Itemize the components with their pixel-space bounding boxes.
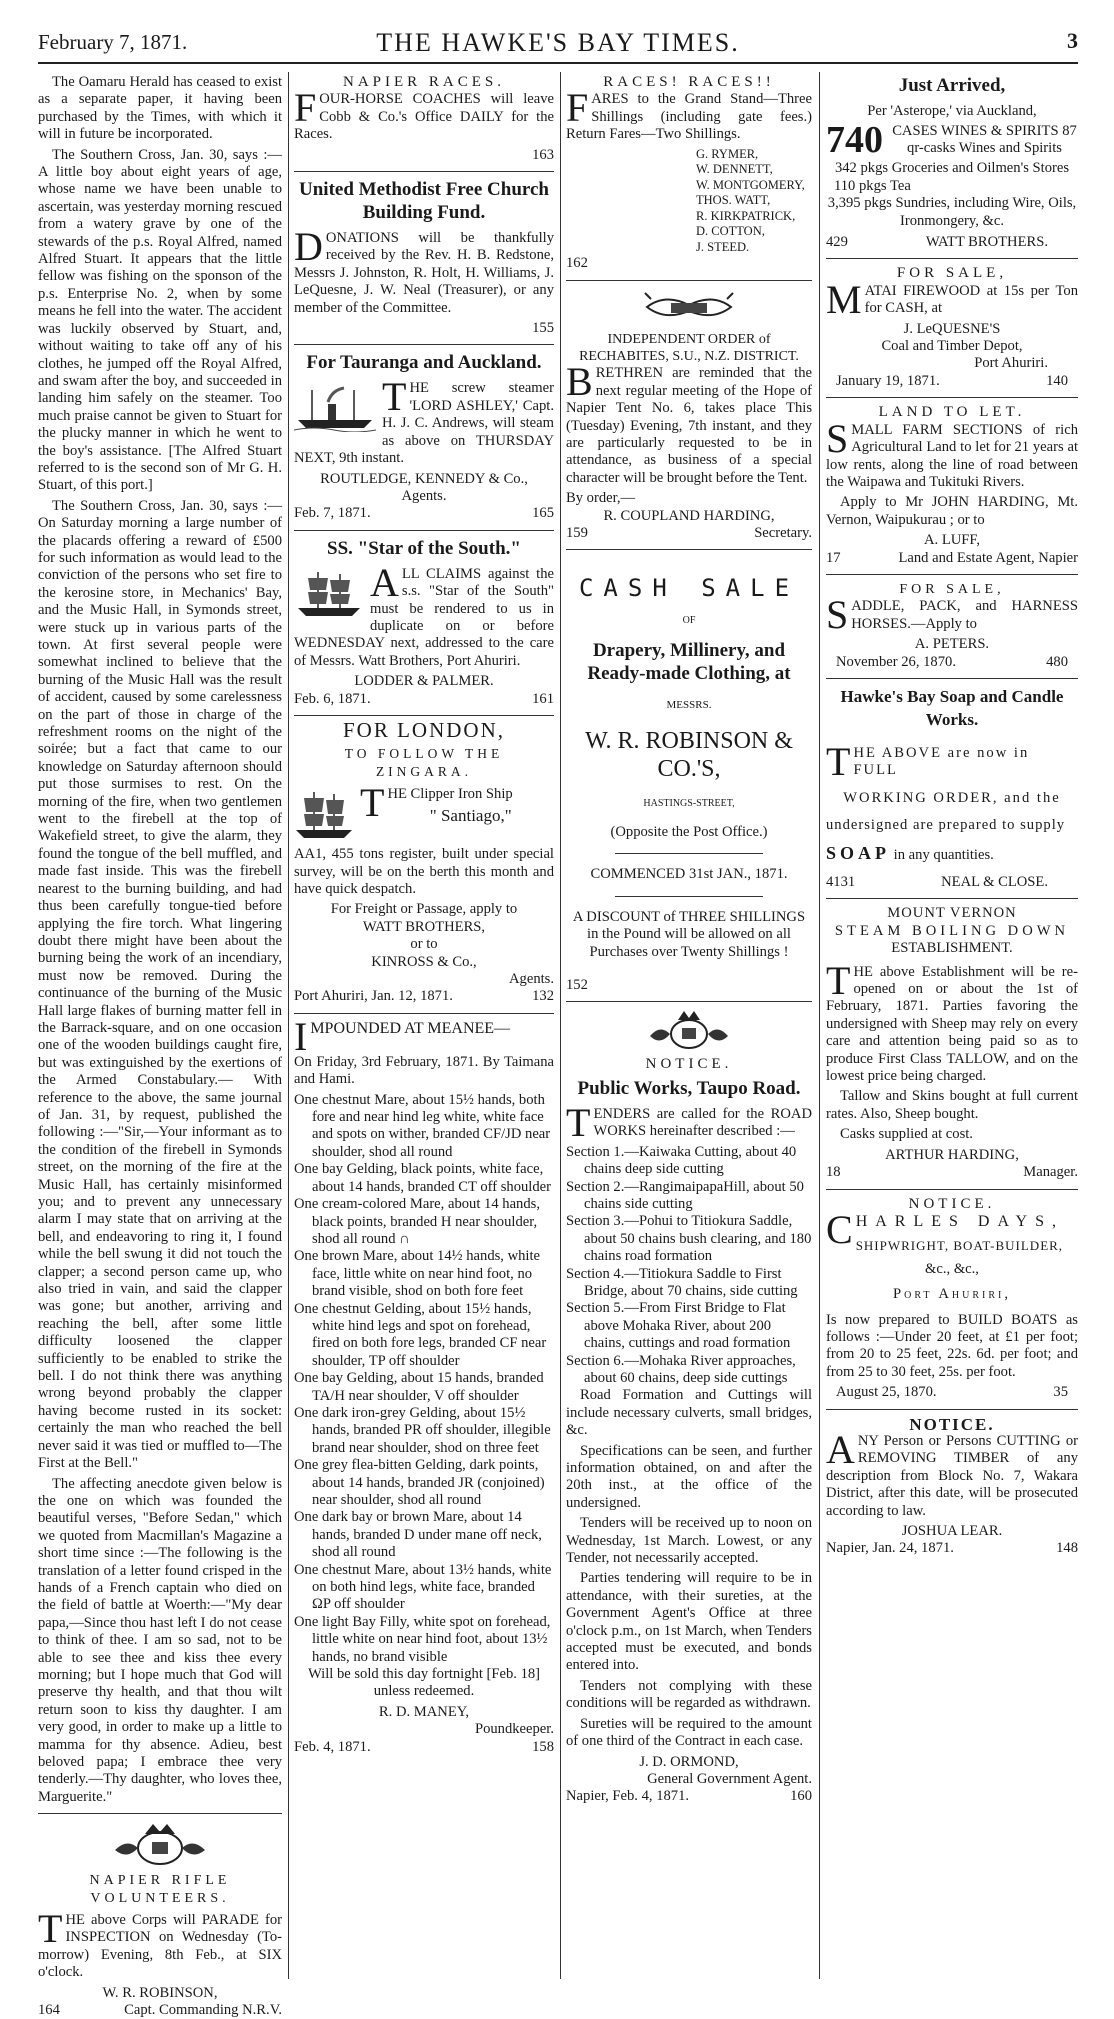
- drop-cap: T: [826, 738, 851, 784]
- soap-works-heading: Hawke's Bay Soap and Candle Works.: [840, 686, 1064, 729]
- divider: [826, 258, 1078, 259]
- cases-text: CASES WINES & SPIRITS 87 qr-casks Wines and Spirits: [892, 123, 1077, 157]
- land-text: MALL FARM SECTIONS of rich Agricultural Land to let for 21 years at low rents, along the line of road between the Waipawa and Tukituki Rivers.: [826, 421, 1078, 490]
- newspaper-title: THE HAWKE'S BAY TIMES.: [376, 28, 740, 57]
- ad-number: 165: [532, 505, 554, 522]
- london-subheading: TO FOLLOW THE ZINGARA.: [344, 746, 504, 779]
- column-rule: [288, 72, 289, 1979]
- issue-date: February 7, 1871.: [38, 30, 188, 54]
- or-text: or to: [410, 936, 438, 953]
- agent-role: General Government Agent.: [647, 1770, 812, 1787]
- column-rule: [819, 72, 820, 1979]
- road-section-item: Section 3.—Pohui to Titiokura Saddle, about 50 chains bush clearing, and 180 chains road formation: [566, 1213, 812, 1265]
- firewood-text: ATAI FIREWOOD at 15s per Ton for CASH, at: [864, 282, 1078, 317]
- tauranga-heading: For Tauranga and Auckland.: [306, 352, 542, 374]
- fares-text: ARES to the Grand Stand—Three Shillings (including gate fees.) Return Fares—Two Shillings.: [566, 91, 812, 143]
- road-sections-list: [566, 1144, 812, 1388]
- notice-heading: NOTICE.: [909, 1414, 995, 1434]
- committee-name: G. RYMER,: [696, 146, 759, 161]
- land-apply: Apply to Mr JOHN HARDING, Mt. Vernon, Waipukurau ; or to: [826, 494, 1078, 528]
- drop-cap: B: [566, 359, 593, 405]
- tender-para: Specifications can be seen, and further information obtained, on and after the 20th inst., at the office of the undersigned.: [566, 1442, 812, 1511]
- of-label: OF: [682, 614, 696, 626]
- street-name: HASTINGS-STREET,: [643, 797, 735, 809]
- rifle-signature: W. R. ROBINSON,: [102, 1984, 218, 2001]
- public-works-heading: Public Works, Taupo Road.: [577, 1077, 801, 1099]
- trade-line: SHIPWRIGHT, BOAT-BUILDER,: [855, 1238, 1064, 1254]
- divider: [826, 1409, 1078, 1410]
- boiling-down-heading: STEAM BOILING DOWN: [834, 922, 1070, 939]
- drop-cap: S: [826, 415, 849, 461]
- clasped-hands-icon: [641, 287, 737, 327]
- masthead: [38, 22, 1078, 64]
- divider: [826, 678, 1078, 679]
- mount-vernon-heading: MOUNT VERNON: [887, 905, 1017, 922]
- impounded-horse-item: One chestnut Mare, about 15½ hands, both fore and near hind leg white, white face and spots on wither, branded CF/JD near shoulder, shod all round: [294, 1091, 551, 1160]
- ad-date: November 26, 1870.: [836, 653, 956, 670]
- soap-line: HE ABOVE are now in FULL: [853, 744, 1030, 779]
- star-claims-text: LL CLAIMS against the s.s. "Star of the South" must be rendered to us in duplicate on or before WEDNESDAY next, addressed to the care of Messrs. Watt Brothers, Port Ahuriri.: [294, 565, 554, 669]
- drop-cap: S: [826, 592, 849, 638]
- goods-line: 110 pkgs Tea: [834, 177, 911, 194]
- divider: [826, 898, 1078, 899]
- race-committee-list: [566, 147, 812, 256]
- divider: [826, 1189, 1078, 1190]
- ad-number: 132: [532, 988, 554, 1005]
- ad-number: 17: [826, 549, 841, 566]
- agents-label: Agents.: [401, 487, 447, 504]
- column-rule: [560, 72, 561, 1979]
- impounded-intro: On Friday, 3rd February, 1871. By Taimana and Hami.: [294, 1053, 554, 1088]
- secretary-role: Secretary.: [754, 525, 812, 541]
- soap-line: in any quantities.: [893, 846, 994, 863]
- ad-date: January 19, 1871.: [836, 372, 940, 389]
- commenced-date: COMMENCED 31st JAN., 1871.: [590, 866, 788, 883]
- impounded-horse-item: One dark bay or brown Mare, about 14 hands, branded D under mane off neck, shod all round: [294, 1509, 542, 1561]
- drop-cap: T: [38, 1906, 63, 1952]
- royal-crest-icon: [644, 1008, 734, 1052]
- boats-text: Is now prepared to BUILD BOATS as follows :—Under 20 feet, at £1 per foot; from 20 to 25 feet, 22s. 6d. per foot; and from 25 to 30 feet, 25s. per foot.: [826, 1311, 1078, 1380]
- ship-via: Per 'Asterope,' via Auckland,: [867, 103, 1037, 119]
- notice-heading: NOTICE.: [645, 1056, 733, 1073]
- impounded-horse-item: One grey flea-bitten Gelding, dark points, about 14 hands, branded JR (conjoined) near shoulder, shod all round: [294, 1457, 545, 1508]
- poundkeeper-name: R. D. MANEY,: [378, 1703, 470, 1720]
- soap-word: SOAP: [826, 842, 891, 863]
- column-1: [38, 74, 282, 2019]
- committee-name: R. KIRKPATRICK,: [696, 208, 796, 223]
- depot-name: Coal and Timber Depot,: [881, 338, 1023, 355]
- impounded-horse-item: One dark iron-grey Gelding, about 15½ hands, branded PR off shoulder, illegible brand near shoulder, shod on three feet: [294, 1404, 551, 1456]
- impounded-horse-item: One brown Mare, about 14½ hands, white face, little white on near hind foot, no brand visible, shod on both fore feet: [294, 1248, 541, 1300]
- column-3: [566, 74, 812, 1806]
- coaches-text: OUR-HORSE COACHES will leave Cobb & Co.'s Office DAILY for the Races.: [294, 91, 554, 143]
- drop-cap: A: [370, 559, 399, 605]
- impounded-horse-item: One bay Gelding, about 15 hands, branded TA/H near shoulder, V off shoulder: [294, 1370, 544, 1404]
- divider: [294, 171, 554, 172]
- clipper-text: HE Clipper Iron Ship: [387, 786, 513, 803]
- agent-name: J. D. ORMOND,: [639, 1753, 739, 1770]
- manager-role: Manager.: [1023, 1164, 1078, 1181]
- drop-cap: T: [382, 374, 407, 420]
- news-item-rescue: The Southern Cross, Jan. 30, says :— A little boy about eight years of age, whose name we have been unable to ascertain, was yesterday morning rescued from a watery grave by one of the stewards of the p.s. Royal Alfred, named Alfred Stuart. It appears that the little fellow was fishing on the sponson of the p.s. Enterprise No. 2, when by some means he fell into the water. The accident was luckily observed by Stuart, and, without waiting to take off any of his clothes, he jumped off the Royal Alfred, and swam after the boy, and succeeded in landing him safely on the steamer. Too much praise cannot be given to Stuart for the plucky manner in which he went to the boy's assistance. [The Alfred Stuart referred to is the second son of Mr G. H. Stuart, of this port.]: [38, 146, 282, 494]
- tender-para: Sureties will be required to the amount of one third of the Contract in each case.: [566, 1715, 812, 1750]
- news-item-anecdote: The affecting anecdote given below is the one on which was founded the beautiful verses, "Before Sedan," which we quoted from Macmillan's Magazine a short time since :—The following is the translation of a letter found crisped in the hands of a French captain who died on the field of battle at Woerth:—"My dear papa,—Since thou hast left I do not cease to think of thee. I am so sad, not to be able to see thee and kiss thee every morning; but I hope much that God will preserve thy health, and that thou wilt return soon to kiss thy daughter. I am very good, in order to make up a little to mamma for thy absence. Adieu, best beloved papa; I embrace thee very tenderly.—Thy daughter, who loves thee, Marguerite.": [38, 1475, 282, 1805]
- agent-name: ROUTLEDGE, KENNEDY & Co.,: [320, 470, 528, 487]
- impounded-horse-item: One bay Gelding, black points, white face, about 14 hands, branded CT off shoulder: [294, 1161, 552, 1195]
- dealer-name: J. LeQUESNE'S: [903, 320, 1001, 337]
- firm-name: NEAL & CLOSE.: [941, 874, 1048, 890]
- ad-number: 160: [790, 1788, 812, 1805]
- committee-name: THOS. WATT,: [696, 193, 771, 208]
- opposite-post-office: (Opposite the Post Office.): [610, 824, 768, 841]
- ad-number: 159: [566, 525, 588, 541]
- road-section-item: Section 2.—RangimaipapaHill, about 50 chains side cutting: [566, 1178, 804, 1212]
- agent-name: KINROSS & Co.,: [371, 953, 477, 970]
- divider: [294, 530, 554, 531]
- secretary-name: R. COUPLAND HARDING,: [603, 507, 775, 524]
- ad-date: Feb. 4, 1871.: [294, 1738, 371, 1755]
- impounded-sale: Will be sold this day fortnight [Feb. 18] unless redeemed.: [307, 1666, 541, 1700]
- firm-name: W. R. ROBINSON & CO.'S,: [585, 727, 793, 782]
- committee-name: D. COTTON,: [696, 224, 765, 239]
- ad-number: 35: [1053, 1384, 1068, 1401]
- by-order: By order,—: [566, 490, 636, 507]
- divider: [566, 549, 812, 550]
- soap-line: undersigned are prepared to supply: [826, 817, 1066, 834]
- news-item-firebell: The Southern Cross, Jan. 30, says :— On Saturday morning a large number of the placards offering a reward of £500 for such information as would lead to the conviction of the persons who set fire to the kerosine store, in Mechanics' Bay, and the Music Hall, in Symonds street, were stuck up in various parts of the town. At first several people were somewhat inclined to believe that the burning of the Music Hall was the result of accident, caused by some carelessness on the part of those in charge of the refreshment rooms on the night of the soirée; but a fact that came to our knowledge on Saturday afternoon should put those surmises to rest. On the morning of the fire, when two gentlemen went to the firebell at the top of Wakefield street, to give the alarm, they found the tongue of the bell muffled, and made fast inside. This was the firebell nearest to the burning building, and had thus been carefully tongue-tied before applying the fire torch. What lingering doubt there might have been about the burning being the work of an incendiary, must now be removed. During the continuance of the burning of the Music Hall large flakes of burning matter fell in the Barrack-square, and on one occasion one of the wooden buildings caught fire, but was extinguished by the exertions of the Armed Constabulary.— With reference to the above, the same journal of Jan. 31, by request, published the following :—"Sir,—Your informant as to the condition of the firebell in Symonds street, on the morning of the fire at the Music Hall, has certainly misinformed you; and to prevent any unnecessary alarm I may state that on arriving at the bell, and endeavoring to ring it, I found while the bell swung it did not touch the clapper; a second person came up, who also tried in vain, and said the clapper was gone; but another, arriving and reaching the bell, after some little difficulty loosened the clapper sufficiently to be enabled to strike the bell. I do not think there was anything wrong beyond probably the clapper having become rusted in its socket: certainly the man who reached the bell never said it was tied or muffled to—The First at the Bell.": [38, 497, 282, 1472]
- impounded-horse-item: One chestnut Gelding, about 15½ hands, white hind legs and spot on forehead, fired on both fore legs, branded CF near shoulder, TP off shoulder: [294, 1300, 547, 1369]
- ad-date: Napier, Jan. 24, 1871.: [826, 1540, 954, 1557]
- tenders-intro: ENDERS are called for the ROAD WORKS hereinafter described :—: [593, 1105, 812, 1140]
- port-name: Port Ahuriri.: [974, 355, 1048, 372]
- saddle-text: ADDLE, PACK, and HARNESS HORSES.—Apply to: [851, 598, 1078, 632]
- ad-number: 18: [826, 1164, 841, 1181]
- ad-number: 4131: [826, 874, 856, 890]
- tauranga-text: HE screw steamer 'LORD ASHLEY,' Capt. H. J. C. Andrews, will steam as above on THURSDAY NEXT, 9th instant.: [294, 380, 554, 467]
- committee-name: W. DENNETT,: [696, 162, 773, 177]
- goods-line: 342 pkgs Groceries and Oilmen's Stores: [834, 160, 1070, 177]
- royal-crest-icon: [105, 1820, 215, 1868]
- london-heading: FOR LONDON,: [342, 717, 505, 742]
- napier-races-heading: NAPIER RACES.: [342, 74, 506, 90]
- goods-heading: Drapery, Millinery, and Ready-made Clothing, at: [587, 640, 791, 685]
- races-heading: RACES! RACES!!: [603, 74, 775, 90]
- divider: [38, 1813, 282, 1814]
- agents-label: Agents.: [509, 971, 554, 988]
- impounded-heading: MPOUNDED AT MEANEE—: [310, 1019, 511, 1037]
- for-sale-heading: FOR SALE,: [896, 265, 1008, 282]
- drop-cap: D: [294, 224, 323, 270]
- tender-para: Tenders not complying with these conditions will be regarded as withdrawn.: [566, 1677, 812, 1712]
- shipwright-name: HARLES DAYS,: [855, 1212, 1065, 1230]
- soap-line: WORKING ORDER, and the: [843, 789, 1061, 806]
- drop-cap: C: [826, 1206, 853, 1252]
- committee-name: J. STEED.: [696, 239, 750, 254]
- drop-cap: M: [826, 276, 862, 322]
- road-section-item: Section 1.—Kaiwaka Cutting, about 40 chains deep side cutting: [566, 1143, 797, 1178]
- cash-sale-heading: CASH SALE: [578, 574, 800, 603]
- divider: [294, 344, 554, 345]
- just-arrived-heading: Just Arrived,: [898, 75, 1006, 96]
- rechabites-text: RETHREN are reminded that the next regular meeting of the Hope of Napier Tent No. 6, takes place This (Tuesday) Evening, 7th instant, and they are particularly requested to be in attendance, as business of a special character will be brought before the Tent.: [566, 365, 812, 486]
- ad-number: 158: [532, 1738, 554, 1755]
- manager-name: ARTHUR HARDING,: [885, 1146, 1019, 1163]
- tender-para: Road Formation and Cuttings will include necessary culverts, small bridges, &c.: [566, 1387, 812, 1439]
- impounded-list: [294, 1092, 554, 1666]
- ad-date: Napier, Feb. 4, 1871.: [566, 1788, 690, 1805]
- news-item-oamaru: The Oamaru Herald has ceased to exist as a separate paper, it having been purchased by the Times, with which it will in future be incorporated.: [38, 74, 282, 143]
- drop-cap: F: [294, 85, 317, 131]
- ad-number: 152: [566, 977, 588, 994]
- ad-number: 155: [532, 320, 554, 337]
- cases-count: 740: [826, 119, 883, 162]
- divider: [294, 1013, 554, 1014]
- discount-text: A DISCOUNT of THREE SHILLINGS in the Pound will be allowed on all Purchases over Twenty Shillings !: [572, 908, 806, 960]
- ad-number: 161: [532, 690, 554, 707]
- land-heading: LAND TO LET.: [878, 404, 1026, 421]
- impounded-horse-item: One chestnut Mare, about 13½ hands, white on both hind legs, white face, branded ΩP off shoulder: [294, 1561, 552, 1613]
- agent-name: WATT BROTHERS,: [362, 918, 486, 935]
- seller-name: A. PETERS.: [914, 636, 990, 653]
- saddle-heading: FOR SALE,: [899, 581, 1005, 597]
- etc-line: &c., &c.,: [925, 1260, 979, 1277]
- rifle-rank: Capt. Commanding N.R.V.: [124, 2002, 282, 2019]
- ad-number: 163: [532, 146, 554, 163]
- ad-number: 162: [566, 255, 588, 272]
- methodist-heading: United Methodist Free Church Building Fund.: [299, 179, 549, 224]
- port-line: Port Ahuriri,: [893, 1286, 1011, 1303]
- owner-name: JOSHUA LEAR.: [901, 1523, 1003, 1539]
- clipper-details: AA1, 455 tons register, built under special survey, will be on the berth this month and have quick despatch.: [294, 846, 554, 897]
- poundkeeper-role: Poundkeeper.: [474, 1721, 554, 1738]
- mv-para: Casks supplied at cost.: [840, 1126, 973, 1143]
- ad-date: August 25, 1870.: [836, 1384, 937, 1401]
- impounded-horse-item: One cream-colored Mare, about 14 hands, black points, branded H near shoulder, shod all round ∩: [294, 1196, 540, 1247]
- drop-cap: F: [566, 85, 589, 131]
- ad-date: Feb. 6, 1871.: [294, 690, 371, 707]
- drop-cap: T: [566, 1099, 591, 1145]
- goods-line: 3,395 pkgs Sundries, including Wire, Oils, Ironmongery, &c.: [827, 195, 1077, 229]
- ship-name: " Santiago,": [429, 805, 512, 825]
- ad-date: Feb. 7, 1871.: [294, 505, 371, 522]
- establishment-heading: ESTABLISHMENT.: [891, 940, 1013, 957]
- drop-cap: I: [294, 1013, 308, 1059]
- column-4: [826, 74, 1078, 1558]
- column-2: [294, 74, 554, 1756]
- impounded-horse-item: One light Bay Filly, white spot on forehead, little white on near hind foot, about 13½ hands, no brand visible: [294, 1613, 551, 1665]
- merchant-name: WATT BROTHERS.: [925, 234, 1048, 251]
- divider: [826, 574, 1078, 575]
- drop-cap: A: [826, 1426, 855, 1472]
- ad-date: Port Ahuriri, Jan. 12, 1871.: [294, 988, 453, 1005]
- star-signature: LODDER & PALMER.: [354, 673, 494, 690]
- sailing-ship-icon: [294, 568, 364, 620]
- tender-para: Parties tendering will require to be in attendance, with their sureties, at the Government Agent's Office at three o'clock p.m., on 1st March, when Tenders accepted must be executed, and bonds entered into.: [566, 1570, 812, 1674]
- road-section-item: Section 5.—From First Bridge to Flat above Mohaka River, about 200 chains, cuttings and road formation: [566, 1300, 791, 1352]
- agent-role: Land and Estate Agent, Napier: [898, 549, 1078, 566]
- ad-number: 140: [1046, 372, 1068, 389]
- tender-para: Tenders will be received up to noon on Wednesday, 1st March. Lowest, or any Tender, not necessarily accepted.: [566, 1515, 812, 1567]
- drop-cap: T: [826, 957, 851, 1003]
- mv-para: Tallow and Skins bought at full current rates. Also, Sheep bought.: [826, 1088, 1078, 1122]
- page-number: 3: [1067, 28, 1078, 53]
- divider: [826, 397, 1078, 398]
- drop-cap: T: [360, 780, 385, 826]
- divider: [615, 853, 763, 854]
- clipper-ship-icon: [294, 788, 354, 844]
- rifle-notice-text: HE above Corps will PARADE for INSPECTION on Wednesday (To-morrow) Evening, 8th Feb., at SIX o'clock.: [38, 1912, 282, 1981]
- ad-number: 429: [826, 234, 848, 251]
- messrs-label: MESSRS.: [666, 699, 712, 712]
- road-section-item: Section 4.—Titiokura Saddle to First Bridge, about 70 chains, side cutting: [566, 1265, 798, 1299]
- apply-text: For Freight or Passage, apply to: [330, 901, 518, 918]
- road-section-item: Section 6.—Mohaka River approaches, about 60 chains, deep side cuttings: [566, 1352, 796, 1386]
- timber-text: NY Person or Persons CUTTING or REMOVING TIMBER of any description from Block No. 7, Wakara District, after this date, will be prosecuted according to law.: [826, 1432, 1078, 1519]
- steamer-icon: [294, 382, 376, 432]
- donations-text: ONATIONS will be thankfully received by the Rev. H. B. Redstone, Messrs J. Johnston, R. Holt, H. Williams, J. LeQuesne, J. W. Neal (Treasurer), or any member of the Committee.: [294, 230, 554, 316]
- rechabites-heading: INDEPENDENT ORDER of RECHABITES, S.U., N.Z. DISTRICT.: [579, 331, 799, 364]
- mv-text: HE above Establishment will be re-opened on or about the 1st of February, 1871. Parties favoring the undersigned with Sheep may rely on every care and attention being paid so as to produce First Class TALLOW, and on the lowest price being charged.: [826, 963, 1078, 1085]
- divider: [294, 715, 554, 716]
- divider: [566, 280, 812, 281]
- ad-number: 164: [38, 2002, 60, 2019]
- divider: [566, 1001, 812, 1002]
- notice-heading: NOTICE.: [908, 1195, 996, 1212]
- divider: [615, 896, 763, 897]
- ad-number: 148: [1056, 1540, 1078, 1557]
- agent-name: A. LUFF,: [923, 532, 980, 549]
- star-heading: SS. "Star of the South.": [327, 537, 521, 559]
- committee-name: W. MONTGOMERY,: [696, 177, 805, 192]
- rifle-heading: NAPIER RIFLE VOLUNTEERS.: [89, 1873, 231, 1906]
- ad-number: 480: [1046, 653, 1068, 670]
